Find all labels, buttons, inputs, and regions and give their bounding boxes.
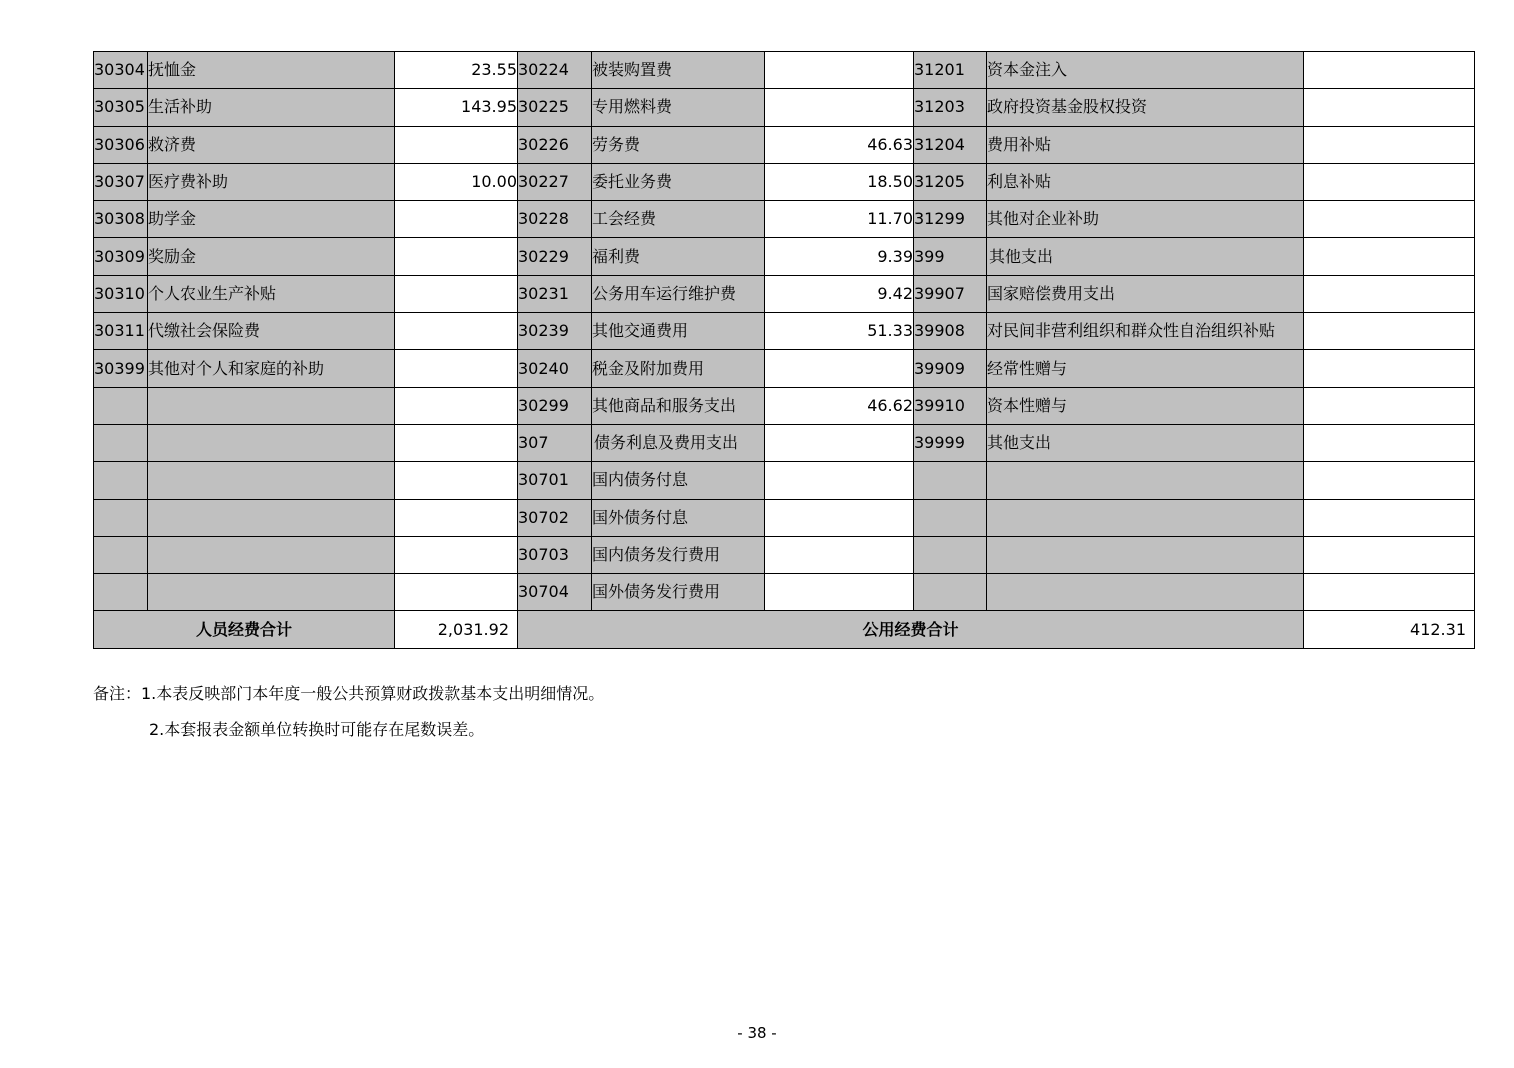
- econ-code-personnel: [94, 574, 148, 611]
- amount-other: [1304, 350, 1475, 387]
- econ-code-public: 30701: [518, 462, 592, 499]
- amount-personnel: [395, 201, 518, 238]
- amount-other: [1304, 238, 1475, 275]
- econ-code-public: 30229: [518, 238, 592, 275]
- item-name-other: 资本金注入: [987, 52, 1304, 89]
- econ-code-public: 30225: [518, 89, 592, 126]
- econ-code-other: 31201: [914, 52, 987, 89]
- table-row: [94, 275, 1475, 312]
- item-name-personnel: 代缴社会保险费: [148, 313, 395, 350]
- amount-other: [1304, 499, 1475, 536]
- table-body: [94, 52, 1475, 611]
- item-name-personnel: [148, 387, 395, 424]
- item-name-personnel: 助学金: [148, 201, 395, 238]
- econ-code-personnel: 30311: [94, 313, 148, 350]
- item-name-public: 被装购置费: [592, 52, 765, 89]
- amount-other: [1304, 387, 1475, 424]
- econ-code-personnel: 30309: [94, 238, 148, 275]
- amount-personnel: [395, 499, 518, 536]
- item-name-personnel: 其他对个人和家庭的补助: [148, 350, 395, 387]
- econ-code-public: 307: [518, 424, 592, 461]
- amount-public: 46.63: [765, 126, 914, 163]
- econ-code-personnel: [94, 536, 148, 573]
- item-name-other: 经常性赠与: [987, 350, 1304, 387]
- econ-code-personnel: [94, 424, 148, 461]
- public-total-value: 412.31: [1304, 611, 1475, 648]
- econ-code-personnel: 30305: [94, 89, 148, 126]
- item-name-public: 其他商品和服务支出: [592, 387, 765, 424]
- amount-public: 18.50: [765, 163, 914, 200]
- econ-code-public: 30703: [518, 536, 592, 573]
- item-name-public: 国内债务发行费用: [592, 536, 765, 573]
- amount-other: [1304, 52, 1475, 89]
- amount-other: [1304, 462, 1475, 499]
- item-name-other: 其他支出: [987, 424, 1304, 461]
- econ-code-public: 30240: [518, 350, 592, 387]
- item-name-other: [987, 574, 1304, 611]
- personnel-total-value: 2,031.92: [395, 611, 518, 648]
- amount-public: [765, 574, 914, 611]
- amount-personnel: [395, 238, 518, 275]
- item-name-other: [987, 499, 1304, 536]
- amount-personnel: [395, 313, 518, 350]
- table-row: [94, 238, 1475, 275]
- item-name-public: 国外债务发行费用: [592, 574, 765, 611]
- note-line-2: 2.本套报表金额单位转换时可能存在尾数误差。: [149, 720, 485, 739]
- amount-other: [1304, 574, 1475, 611]
- table-row: [94, 350, 1475, 387]
- amount-public: [765, 424, 914, 461]
- amount-personnel: [395, 536, 518, 573]
- econ-code-personnel: 30310: [94, 275, 148, 312]
- item-name-public: 税金及附加费用: [592, 350, 765, 387]
- item-name-other: [987, 536, 1304, 573]
- econ-code-public: 30239: [518, 313, 592, 350]
- item-name-personnel: [148, 536, 395, 573]
- econ-code-other: 31205: [914, 163, 987, 200]
- econ-code-public: 30702: [518, 499, 592, 536]
- econ-code-public: 30231: [518, 275, 592, 312]
- item-name-other: 利息补贴: [987, 163, 1304, 200]
- table-row: [94, 52, 1475, 89]
- amount-public: 11.70: [765, 201, 914, 238]
- amount-personnel: [395, 126, 518, 163]
- item-name-public: 劳务费: [592, 126, 765, 163]
- econ-code-personnel: 30306: [94, 126, 148, 163]
- item-name-other: [987, 462, 1304, 499]
- econ-code-public: 30226: [518, 126, 592, 163]
- item-name-other: 费用补贴: [987, 126, 1304, 163]
- amount-other: [1304, 275, 1475, 312]
- amount-personnel: 143.95: [395, 89, 518, 126]
- table-row: [94, 424, 1475, 461]
- amount-other: [1304, 89, 1475, 126]
- econ-code-other: 39907: [914, 275, 987, 312]
- table-row: [94, 499, 1475, 536]
- personnel-total-label: 人员经费合计: [94, 611, 395, 648]
- amount-public: [765, 499, 914, 536]
- amount-personnel: [395, 462, 518, 499]
- item-name-personnel: [148, 574, 395, 611]
- item-name-personnel: [148, 462, 395, 499]
- table-row: [94, 89, 1475, 126]
- item-name-personnel: 个人农业生产补贴: [148, 275, 395, 312]
- amount-personnel: [395, 424, 518, 461]
- table-row: [94, 574, 1475, 611]
- amount-public: 9.39: [765, 238, 914, 275]
- econ-code-personnel: 30399: [94, 350, 148, 387]
- item-name-other: 国家赔偿费用支出: [987, 275, 1304, 312]
- item-name-public: 委托业务费: [592, 163, 765, 200]
- econ-code-other: [914, 536, 987, 573]
- item-name-other: 政府投资基金股权投资: [987, 89, 1304, 126]
- item-name-public: 其他交通费用: [592, 313, 765, 350]
- amount-public: [765, 536, 914, 573]
- amount-public: 46.62: [765, 387, 914, 424]
- amount-personnel: [395, 350, 518, 387]
- econ-code-other: [914, 462, 987, 499]
- econ-code-other: [914, 499, 987, 536]
- item-name-other: 资本性赠与: [987, 387, 1304, 424]
- public-total-label: 公用经费合计: [518, 611, 1304, 648]
- amount-other: [1304, 536, 1475, 573]
- econ-code-personnel: [94, 499, 148, 536]
- item-name-other: 其他支出: [987, 238, 1304, 275]
- econ-code-other: 39908: [914, 313, 987, 350]
- econ-code-other: 31203: [914, 89, 987, 126]
- econ-code-other: 39909: [914, 350, 987, 387]
- amount-personnel: 23.55: [395, 52, 518, 89]
- item-name-personnel: 抚恤金: [148, 52, 395, 89]
- item-name-personnel: 奖励金: [148, 238, 395, 275]
- amount-personnel: [395, 275, 518, 312]
- item-name-public: 债务利息及费用支出: [592, 424, 765, 461]
- amount-personnel: [395, 574, 518, 611]
- item-name-public: 工会经费: [592, 201, 765, 238]
- item-name-personnel: 医疗费补助: [148, 163, 395, 200]
- note-line-1: 备注：1.本表反映部门本年度一般公共预算财政拨款基本支出明细情况。: [93, 684, 605, 703]
- amount-other: [1304, 201, 1475, 238]
- amount-other: [1304, 424, 1475, 461]
- amount-public: [765, 350, 914, 387]
- table-row: [94, 462, 1475, 499]
- econ-code-other: 39999: [914, 424, 987, 461]
- amount-public: [765, 52, 914, 89]
- page-number: - 38 -: [737, 1024, 777, 1042]
- amount-public: [765, 462, 914, 499]
- econ-code-personnel: [94, 387, 148, 424]
- amount-public: 51.33: [765, 313, 914, 350]
- econ-code-other: 31299: [914, 201, 987, 238]
- amount-other: [1304, 313, 1475, 350]
- item-name-personnel: [148, 424, 395, 461]
- item-name-public: 国内债务付息: [592, 462, 765, 499]
- econ-code-personnel: [94, 462, 148, 499]
- econ-code-personnel: 30307: [94, 163, 148, 200]
- table-row: [94, 387, 1475, 424]
- item-name-personnel: [148, 499, 395, 536]
- item-name-other: 其他对企业补助: [987, 201, 1304, 238]
- item-name-personnel: 生活补助: [148, 89, 395, 126]
- econ-code-public: 30704: [518, 574, 592, 611]
- amount-personnel: [395, 387, 518, 424]
- item-name-personnel: 救济费: [148, 126, 395, 163]
- table-row: [94, 313, 1475, 350]
- econ-code-public: 30227: [518, 163, 592, 200]
- econ-code-other: 39910: [914, 387, 987, 424]
- amount-public: [765, 89, 914, 126]
- econ-code-other: 399: [914, 238, 987, 275]
- amount-other: [1304, 126, 1475, 163]
- item-name-public: 国外债务付息: [592, 499, 765, 536]
- item-name-public: 公务用车运行维护费: [592, 275, 765, 312]
- notes: [93, 676, 604, 748]
- econ-code-public: 30224: [518, 52, 592, 89]
- econ-code-public: 30299: [518, 387, 592, 424]
- table-row: [94, 536, 1475, 573]
- econ-code-personnel: 30304: [94, 52, 148, 89]
- amount-personnel: 10.00: [395, 163, 518, 200]
- econ-code-public: 30228: [518, 201, 592, 238]
- table-row: [94, 126, 1475, 163]
- table-row: [94, 201, 1475, 238]
- amount-other: [1304, 163, 1475, 200]
- econ-code-personnel: 30308: [94, 201, 148, 238]
- item-name-other: 对民间非营利组织和群众性自治组织补贴: [987, 313, 1304, 350]
- item-name-public: 专用燃料费: [592, 89, 765, 126]
- item-name-public: 福利费: [592, 238, 765, 275]
- totals-row: [94, 611, 1475, 648]
- econ-code-other: [914, 574, 987, 611]
- table-row: [94, 163, 1475, 200]
- amount-public: 9.42: [765, 275, 914, 312]
- budget-detail-table: [93, 51, 1475, 649]
- econ-code-other: 31204: [914, 126, 987, 163]
